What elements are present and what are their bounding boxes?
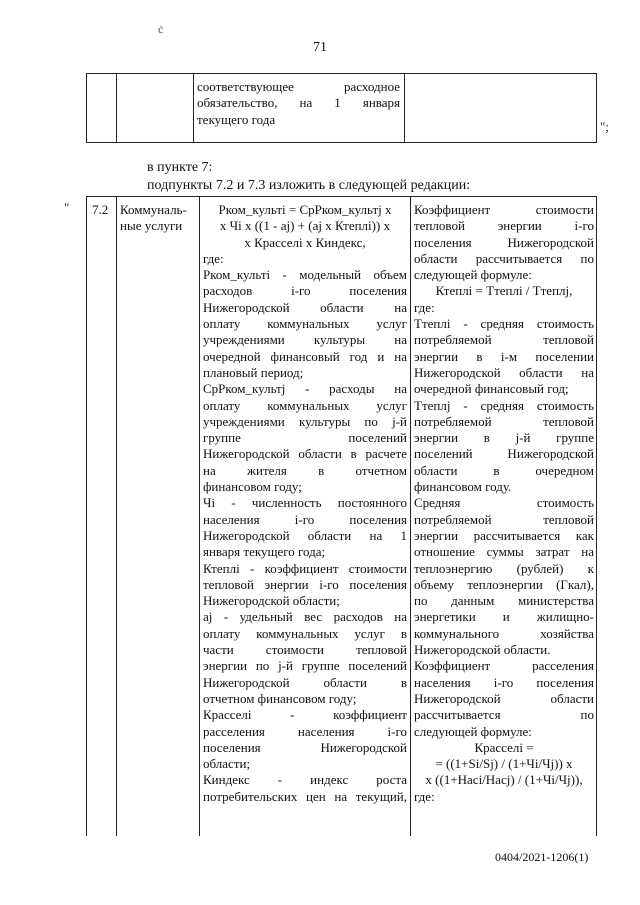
text-line: потребляемой тепловой [414,332,594,348]
text-line: поселения Нижегородской [203,739,407,755]
text-line: энергии в і-м поселении [414,348,594,364]
text-line: объему теплоэнергии (Гкал), [414,576,594,592]
open-quote: " [64,200,70,215]
closing-quote: "; [600,119,609,134]
text-line: тепловой энергии і-го [414,218,594,234]
text-line: населения і-го поселения [203,511,407,527]
formula-line: Ктеплі = Ттеплі / Ттеплј, [435,283,573,299]
text-line: очередной финансовый год; [414,381,569,397]
prev-line: обязательство, на 1 января [197,95,400,111]
text-line: Нижегородской области. [414,642,551,658]
text-line: отчетном финансовом году; [203,690,357,706]
text-line: энергетики и жилищно- [414,609,594,625]
text-line: поселения Нижегородской [414,234,594,250]
page-number: 71 [313,40,327,55]
item-name-line: ные услуги [120,218,183,234]
calculation-column [203,202,407,805]
prev-line: соответствующее расходное [197,79,400,94]
text-line: оплату коммунальных услуг в [203,625,407,641]
text-line: на жителя в отчетном [203,462,407,478]
text-line: теплоэнергию (рублей) к [414,560,594,576]
text-line: Нижегородской области на [414,364,594,380]
text-line: где: [414,299,435,315]
text-line: Нижегородской области; [203,593,340,609]
text-line: оплату коммунальных услуг [203,397,407,413]
text-line: Средняя стоимость [414,495,594,511]
paragraph-item-7: в пункте 7: [147,160,213,175]
formula-line: Красселі = [474,739,534,755]
text-line: aј - удельный вес расходов на [203,609,407,625]
text-line: Ттеплј - средняя стоимость [414,397,594,413]
text-line: учреждениями культуры по j-й [203,413,407,429]
text-line: потребляемой тепловой [414,511,594,527]
text-line: энергии в j-й группе [414,430,594,446]
item-name [120,202,196,235]
text-line: области; [203,756,251,772]
text-line: области в очередном [414,462,594,478]
formula-line: = ((1+Sі/Sј) / (1+Чі/Чј)) x [435,756,573,772]
text-line: Ттеплі - средняя стоимость [414,316,594,332]
text-line: отношение суммы затрат на [414,544,594,560]
text-line: плановый период; [203,364,304,380]
text-line: Нижегородской области в расчете [203,446,407,462]
scan-mark: ċ [158,22,164,36]
formula-line: Рком_культі = СрРком_культј x [218,202,392,217]
text-line: Киндекс - индекс роста [203,772,407,788]
text-line: потребляемой тепловой [414,413,594,429]
prev-line: текущего года [197,111,276,127]
text-line: потребительских цен на текущий, [203,788,407,804]
text-line: части стоимости тепловой [203,642,407,658]
item-number: 7.2 [92,202,109,217]
text-line: населения і-го поселения [414,674,594,690]
text-line: оплату коммунальных услуг [203,316,407,332]
text-line: следующей формуле: [414,267,532,283]
text-line: расселения населения і-го [203,723,407,739]
text-line: следующей формуле: [414,723,532,739]
text-line: Ктеплі - коэффициент стоимости [203,560,407,576]
footer-code: 0404/2021-1206(1) [495,850,589,864]
paragraph-subitems: подпункты 7.2 и 7.3 изложить в следующей редакции: [147,178,471,193]
text-line: Коэффициент стоимости [414,202,594,217]
text-line: финансовом году; [203,479,302,495]
text-line: Нижегородской области на 1 [203,527,407,543]
text-line: Чі - численность постоянного [203,495,407,511]
text-line: где: [414,788,435,804]
formula-line: x Чі x ((1 - aј) + (aј x Ктеплі)) x [219,218,391,234]
text-line: Коэффициент расселения [414,658,594,674]
text-line: Рком_культі - модельный объем [203,267,407,283]
text-line: области рассчитывается по [414,250,594,266]
text-line: рассчитывается по [414,707,594,723]
coefficient-column [414,202,594,805]
text-line: учреждениями культуры на [203,332,407,348]
text-line: Нижегородской области на [203,299,407,315]
formula-line: x ((1+Насі/Насј) / (1+Чі/Чј)), [425,772,583,788]
text-line: энергии рассчитывается как [414,527,594,543]
text-line: Нижегородской области [414,690,594,706]
text-line: группе поселений [203,430,407,446]
text-line: очередной финансовый год и на [203,348,407,364]
text-line: расходов і-го поселения [203,283,407,299]
text-line: по данным министерства [414,593,594,609]
text-line: коммунального хозяйства [414,625,594,641]
text-line: Красселі - коэффициент [203,707,407,723]
item-name-line: Коммуналь- [120,202,187,217]
text-line: Нижегородской области в [203,674,407,690]
formula-line: x Красселі x Киндекс, [244,234,366,250]
text-line: поселений Нижегородской [414,446,594,462]
text-line: энергии по j-й группе поселений [203,658,407,674]
text-line: тепловой энергии і-го поселения [203,576,407,592]
text-line: СрРком_культј - расходы на [203,381,407,397]
text-line: финансовом году. [414,479,512,495]
text-line: января текущего года; [203,544,326,560]
text-line: где: [203,250,224,266]
